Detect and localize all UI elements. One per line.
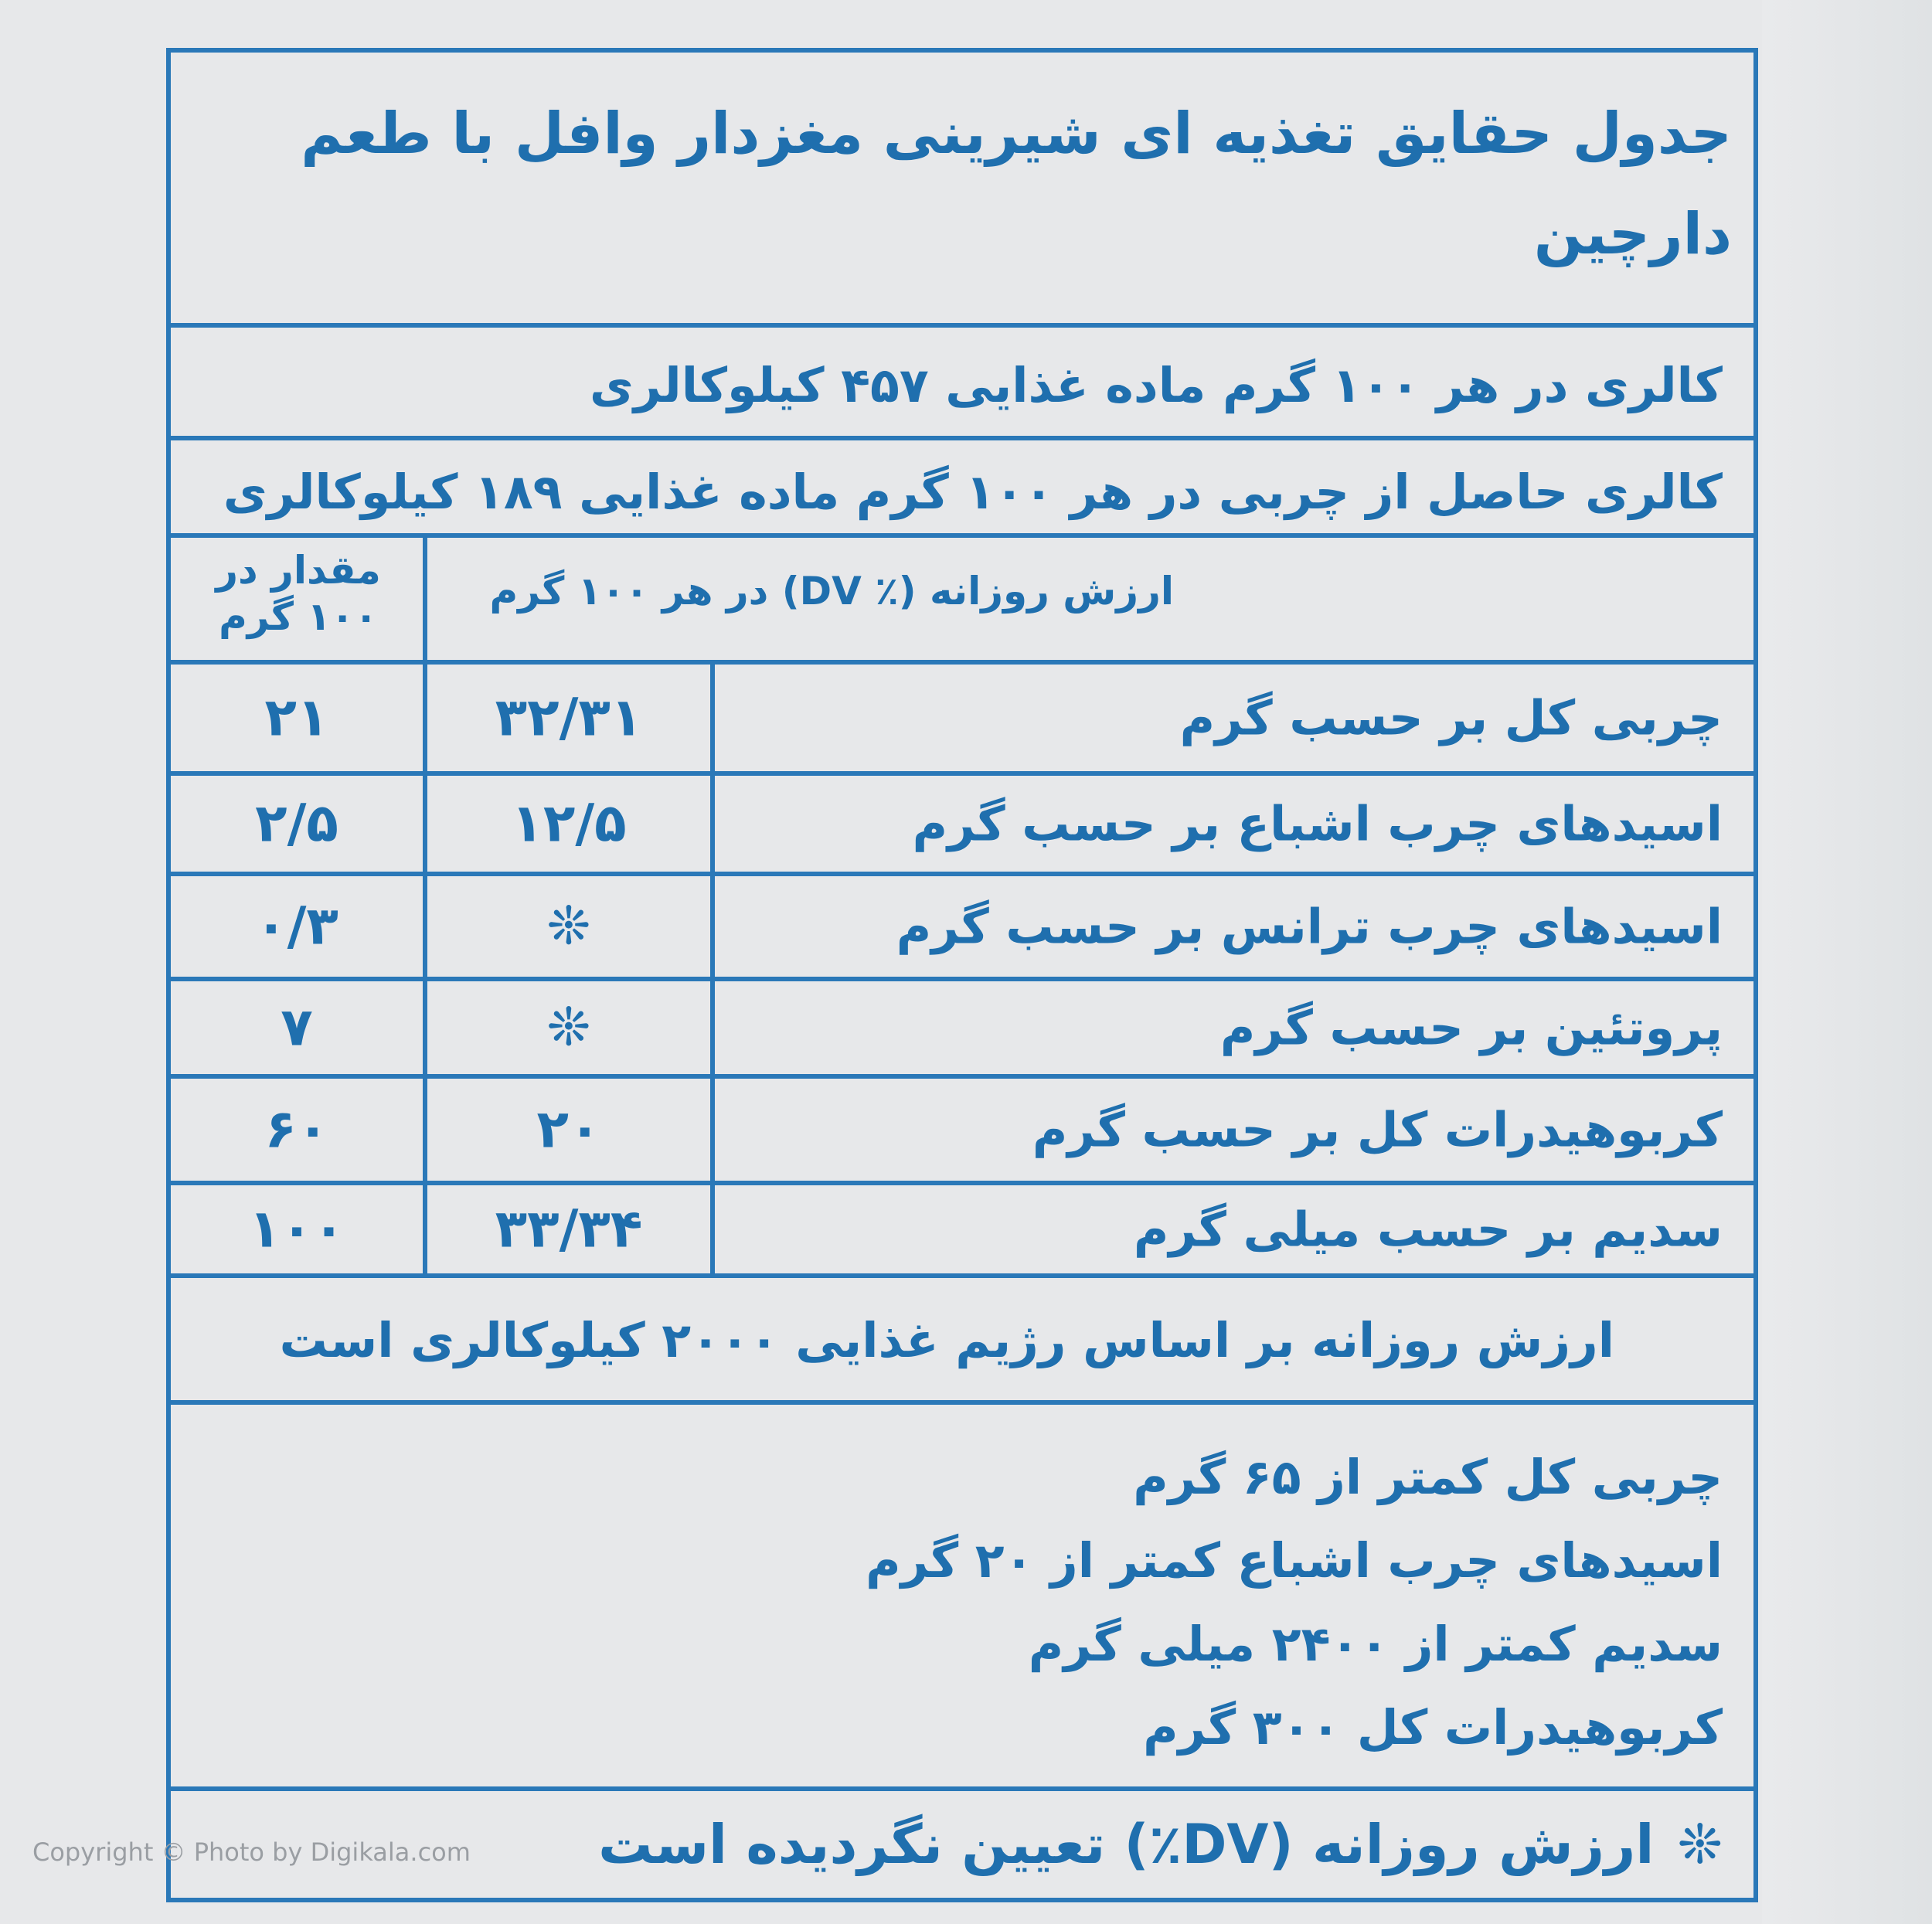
dv-header: ارزش روزانه (٪ DV) در هر ۱۰۰ گرم (489, 569, 1174, 614)
column-divider (710, 776, 715, 872)
calories-row (171, 328, 1753, 440)
table-row (171, 776, 1753, 876)
table-row (171, 981, 1753, 1079)
table-row (171, 665, 1753, 776)
row-amount: ۲۱ (264, 687, 329, 749)
limit-item: اسیدهای چرب اشباع کمتر از ۲۰ گرم (866, 1532, 1723, 1589)
row-amount: ۷ (281, 997, 313, 1059)
row-dv: ۲۰ (536, 1099, 601, 1161)
row-amount: ۲/۵ (255, 793, 338, 855)
column-divider (710, 665, 715, 771)
column-divider (710, 981, 715, 1074)
table-row (171, 1185, 1753, 1278)
limit-item: سدیم کمتر از ۲۴۰۰ میلی گرم (1028, 1616, 1723, 1672)
watermark: Copyright © Photo by Digikala.com (32, 1837, 471, 1867)
background-edge (1762, 0, 1932, 1924)
row-label: کربوهیدرات کل بر حسب گرم (1032, 1101, 1723, 1158)
table-row (171, 876, 1753, 981)
calories-text: کالری در هر ۱۰۰ گرم ماده غذایی ۴۵۷ کیلوکالری (590, 357, 1723, 413)
row-amount: ۰/۳ (255, 896, 338, 957)
row-label: اسیدهای چرب اشباع بر حسب گرم (912, 795, 1723, 852)
limit-item: چربی کل کمتر از ۶۵ گرم (1133, 1449, 1723, 1505)
row-dv: ۳۳/۳۴ (495, 1198, 643, 1260)
row-dv: ۱۲/۵ (511, 793, 627, 855)
nutrition-facts-table (166, 48, 1758, 1902)
dv-basis-row (171, 1278, 1753, 1405)
note (598, 1813, 1723, 1876)
row-label: اسیدهای چرب ترانس بر حسب گرم (896, 898, 1723, 955)
amount-header: مقدار در ۱۰۰ گرم (216, 548, 381, 639)
fat-calories-row (171, 440, 1753, 538)
fat-calories-text: کالری حاصل از چربی در هر ۱۰۰ گرم ماده غذایی ۱۸۹ کیلوکالری (223, 464, 1723, 520)
column-divider (710, 876, 715, 977)
row-amount: ۱۰۰ (248, 1198, 345, 1260)
table-title: جدول حقایق تغذیه ای شیرینی مغزدار وافل با طعم دارچین (301, 100, 1732, 267)
limits-row (171, 1405, 1753, 1791)
table-row (171, 1079, 1753, 1185)
asterisk-icon: ❊ (1677, 1813, 1723, 1876)
limits-list (866, 1436, 1723, 1769)
row-dv: ۳۲/۳۱ (495, 687, 643, 749)
dv-basis-text: ارزش روزانه بر اساس رژیم غذایی ۲۰۰۰ کیلوکالری است (279, 1312, 1614, 1368)
row-label: سدیم بر حسب میلی گرم (1133, 1201, 1723, 1258)
row-label: پروتئین بر حسب گرم (1219, 999, 1723, 1056)
row-label: چربی کل بر حسب گرم (1179, 689, 1723, 746)
note-text: ارزش روزانه (DV٪) تعیین نگردیده است (598, 1813, 1655, 1876)
title-row (171, 53, 1753, 328)
column-divider (423, 538, 427, 660)
row-amount: ۶۰ (264, 1099, 329, 1161)
column-divider (710, 1079, 715, 1181)
row-dv-star-icon: ❊ (546, 896, 591, 957)
column-header-row (171, 538, 1753, 665)
row-dv-star-icon: ❊ (546, 997, 591, 1059)
column-divider (710, 1185, 715, 1273)
limit-item: کربوهیدرات کل ۳۰۰ گرم (1143, 1699, 1723, 1756)
